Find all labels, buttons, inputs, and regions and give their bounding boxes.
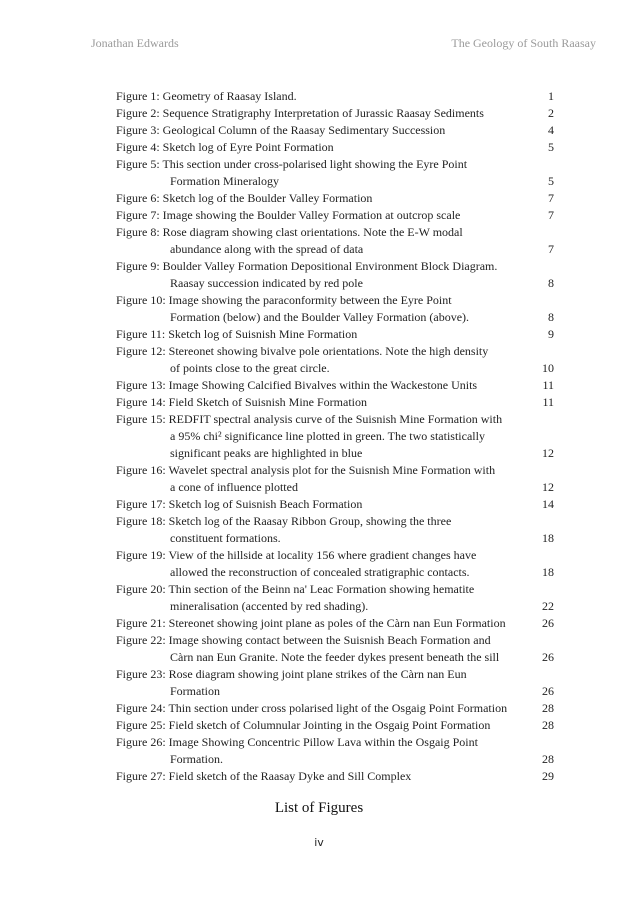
figure-page-number: 11: [542, 378, 554, 392]
figure-entry-text: [116, 326, 554, 343]
figure-entry-label: Figure 23: Rose diagram showing joint plane strikes of the Càrn nan Eun: [116, 667, 467, 681]
figure-entry-label: Figure 11: Sketch log of Suisnish Mine Formation: [116, 327, 358, 341]
figure-entry-label: Càrn nan Eun Granite. Note the feeder dykes present beneath the sill: [170, 650, 500, 664]
figure-entry-label: Figure 4: Sketch log of Eyre Point Formation: [116, 140, 334, 154]
figure-page-number: 28: [542, 701, 554, 715]
figure-entry-text: [116, 411, 554, 428]
figure-page-number: 14: [542, 497, 554, 511]
figure-entry-text: [116, 700, 554, 717]
figure-entry: [116, 700, 554, 717]
figure-entry-label: Figure 7: Image showing the Boulder Valley Formation at outcrop scale: [116, 208, 461, 222]
page-number: iv: [314, 836, 324, 849]
figure-entry-continuation: [116, 751, 554, 768]
figure-entry-text: [116, 122, 554, 139]
figure-page-number: 26: [542, 616, 554, 630]
figure-entry-label: Figure 27: Field sketch of the Raasay Dyke and Sill Complex: [116, 769, 412, 783]
figure-entry: [116, 581, 554, 615]
figure-entry-continuation: [116, 241, 554, 258]
header-title: The Geology of South Raasay: [451, 36, 596, 50]
figure-entry-label: Formation: [170, 684, 220, 698]
figure-page-number: 4: [548, 123, 554, 137]
figure-entry-label: significant peaks are highlighted in blue: [170, 446, 363, 460]
figure-entry: [116, 258, 554, 292]
figure-entry-label: Figure 19: View of the hillside at locality 156 where gradient changes have: [116, 548, 477, 562]
figure-entry-continuation: [116, 173, 554, 190]
figure-entry-continuation: [116, 530, 554, 547]
figure-entry-text: [116, 632, 554, 649]
figure-entry-label: mineralisation (accented by red shading).: [170, 599, 369, 613]
figure-page-number: 12: [542, 446, 554, 460]
figure-entry-label: Figure 17: Sketch log of Suisnish Beach Formation: [116, 497, 363, 511]
figure-entry-continuation: [116, 649, 554, 666]
figure-page-number: 2: [548, 106, 554, 120]
figure-entry: [116, 326, 554, 343]
header-author: Jonathan Edwards: [91, 36, 179, 50]
figure-entry-continuation: [116, 275, 554, 292]
figure-entry-label: Raasay succession indicated by red pole: [170, 276, 363, 290]
figure-entry-label: of points close to the great circle.: [170, 361, 330, 375]
figure-page-number: 8: [548, 276, 554, 290]
figure-entry: [116, 122, 554, 139]
figure-entry-text: [116, 615, 554, 632]
figure-entry: [116, 768, 554, 785]
figure-entry: [116, 496, 554, 513]
figure-entry-text: [116, 581, 554, 598]
figure-entry-label: Figure 3: Geological Column of the Raasay Sedimentary Succession: [116, 123, 446, 137]
figure-page-number: 12: [542, 480, 554, 494]
figure-entry-label: Figure 2: Sequence Stratigraphy Interpretation of Jurassic Raasay Sediments: [116, 106, 484, 120]
figure-entry: [116, 105, 554, 122]
figure-entry-text: [116, 207, 554, 224]
figure-entry-continuation: [116, 564, 554, 581]
running-header: [91, 36, 596, 54]
figure-entry-label: Figure 26: Image Showing Concentric Pillow Lava within the Osgaig Point: [116, 735, 478, 749]
figure-entry-label: Figure 24: Thin section under cross polarised light of the Osgaig Point Formation: [116, 701, 508, 715]
figure-entry-text: [116, 292, 554, 309]
figure-entry-continuation: [116, 479, 554, 496]
figure-entry-text: [116, 717, 554, 734]
figure-entry-text: [116, 88, 554, 105]
figure-entry-text: [116, 394, 554, 411]
page-title: List of Figures: [274, 800, 364, 816]
figure-entry: [116, 224, 554, 258]
figure-entry-label: Figure 5: This section under cross-polarised light showing the Eyre Point: [116, 157, 468, 171]
figure-entry: [116, 666, 554, 700]
figure-entry-label: Formation Mineralogy: [170, 174, 279, 188]
figure-page-number: 1: [548, 89, 554, 103]
figure-page-number: 5: [548, 174, 554, 188]
figure-page-number: 18: [542, 531, 554, 545]
figure-entry-label: Figure 20: Thin section of the Beinn na' Leac Formation showing hematite: [116, 582, 475, 596]
list-of-figures: [116, 88, 554, 785]
figure-page-number: 18: [542, 565, 554, 579]
figure-entry: [116, 190, 554, 207]
figure-entry-continuation: [116, 360, 554, 377]
figure-entry-label: Figure 21: Stereonet showing joint plane as poles of the Càrn nan Eun Formation: [116, 616, 506, 630]
figure-entry-text: [116, 258, 554, 275]
figure-entry: [116, 411, 554, 462]
figure-entry: [116, 615, 554, 632]
figure-page-number: 28: [542, 752, 554, 766]
figure-entry: [116, 547, 554, 581]
figure-entry-text: [116, 547, 554, 564]
figure-entry-label: a 95% chi² significance line plotted in green. The two statistically: [170, 429, 485, 443]
figure-entry: [116, 717, 554, 734]
figure-entry: [116, 207, 554, 224]
figure-entry: [116, 139, 554, 156]
figure-page-number: 7: [548, 242, 554, 256]
figure-entry-continuation: [116, 445, 554, 462]
figure-entry-label: Figure 10: Image showing the paraconformity between the Eyre Point: [116, 293, 452, 307]
figure-entry-label: Figure 1: Geometry of Raasay Island.: [116, 89, 297, 103]
figure-entry-label: Figure 16: Wavelet spectral analysis plot for the Suisnish Mine Formation with: [116, 463, 496, 477]
figure-entry-text: [116, 156, 554, 173]
figure-entry: [116, 292, 554, 326]
figure-entry: [116, 734, 554, 768]
figure-entry-text: [116, 190, 554, 207]
figure-page-number: 5: [548, 140, 554, 154]
figure-entry-label: Figure 25: Field sketch of Columnular Jointing in the Osgaig Point Formation: [116, 718, 491, 732]
figure-page-number: 10: [542, 361, 554, 375]
figure-entry-text: [116, 343, 554, 360]
figure-entry-continuation: [116, 683, 554, 700]
figure-entry-text: [116, 768, 554, 785]
figure-entry-text: [116, 496, 554, 513]
figure-page-number: 7: [548, 208, 554, 222]
figure-entry-text: [116, 139, 554, 156]
figure-page-number: 9: [548, 327, 554, 341]
figure-entry-text: [116, 105, 554, 122]
figure-entry-label: Figure 9: Boulder Valley Formation Depositional Environment Block Diagram.: [116, 259, 498, 273]
figure-entry-label: Figure 15: REDFIT spectral analysis curve of the Suisnish Mine Formation with: [116, 412, 503, 426]
figure-entry: [116, 513, 554, 547]
figure-entry-label: Figure 12: Stereonet showing bivalve pole orientations. Note the high density: [116, 344, 489, 358]
figure-entry-text: [116, 513, 554, 530]
figure-entry: [116, 632, 554, 666]
figure-entry-continuation: [116, 598, 554, 615]
figure-entry-continuation: [116, 309, 554, 326]
figure-entry-label: abundance along with the spread of data: [170, 242, 364, 256]
figure-entry-text: [116, 462, 554, 479]
figure-entry-label: Figure 18: Sketch log of the Raasay Ribbon Group, showing the three: [116, 514, 452, 528]
figure-entry-label: Figure 6: Sketch log of the Boulder Valley Formation: [116, 191, 373, 205]
figure-entry-text: [116, 377, 554, 394]
figure-entry-text: [116, 224, 554, 241]
figure-entry-text: [116, 734, 554, 751]
figure-page-number: 7: [548, 191, 554, 205]
figure-entry-label: Figure 22: Image showing contact between the Suisnish Beach Formation and: [116, 633, 491, 647]
figure-page-number: 8: [548, 310, 554, 324]
figure-entry: [116, 343, 554, 377]
figure-entry-text: [116, 666, 554, 683]
figure-entry: [116, 156, 554, 190]
figure-entry-label: Formation (below) and the Boulder Valley Formation (above).: [170, 310, 470, 324]
figure-entry-label: Figure 14: Field Sketch of Suisnish Mine Formation: [116, 395, 367, 409]
figure-entry-label: constituent formations.: [170, 531, 281, 545]
figure-entry: [116, 462, 554, 496]
figure-page-number: 22: [542, 599, 554, 613]
figure-entry: [116, 377, 554, 394]
figure-page-number: 26: [542, 684, 554, 698]
figure-entry-label: Figure 13: Image Showing Calcified Bivalves within the Wackestone Units: [116, 378, 478, 392]
figure-page-number: 11: [542, 395, 554, 409]
figure-entry: [116, 394, 554, 411]
figure-entry-label: a cone of influence plotted: [170, 480, 298, 494]
figure-page-number: 28: [542, 718, 554, 732]
figure-entry-label: allowed the reconstruction of concealed stratigraphic contacts.: [170, 565, 470, 579]
figure-entry-continuation: [116, 428, 554, 445]
figure-page-number: 26: [542, 650, 554, 664]
figure-page-number: 29: [542, 769, 554, 783]
figure-entry: [116, 88, 554, 105]
figure-entry-label: Figure 8: Rose diagram showing clast orientations. Note the E-W modal: [116, 225, 463, 239]
figure-entry-label: Formation.: [170, 752, 223, 766]
